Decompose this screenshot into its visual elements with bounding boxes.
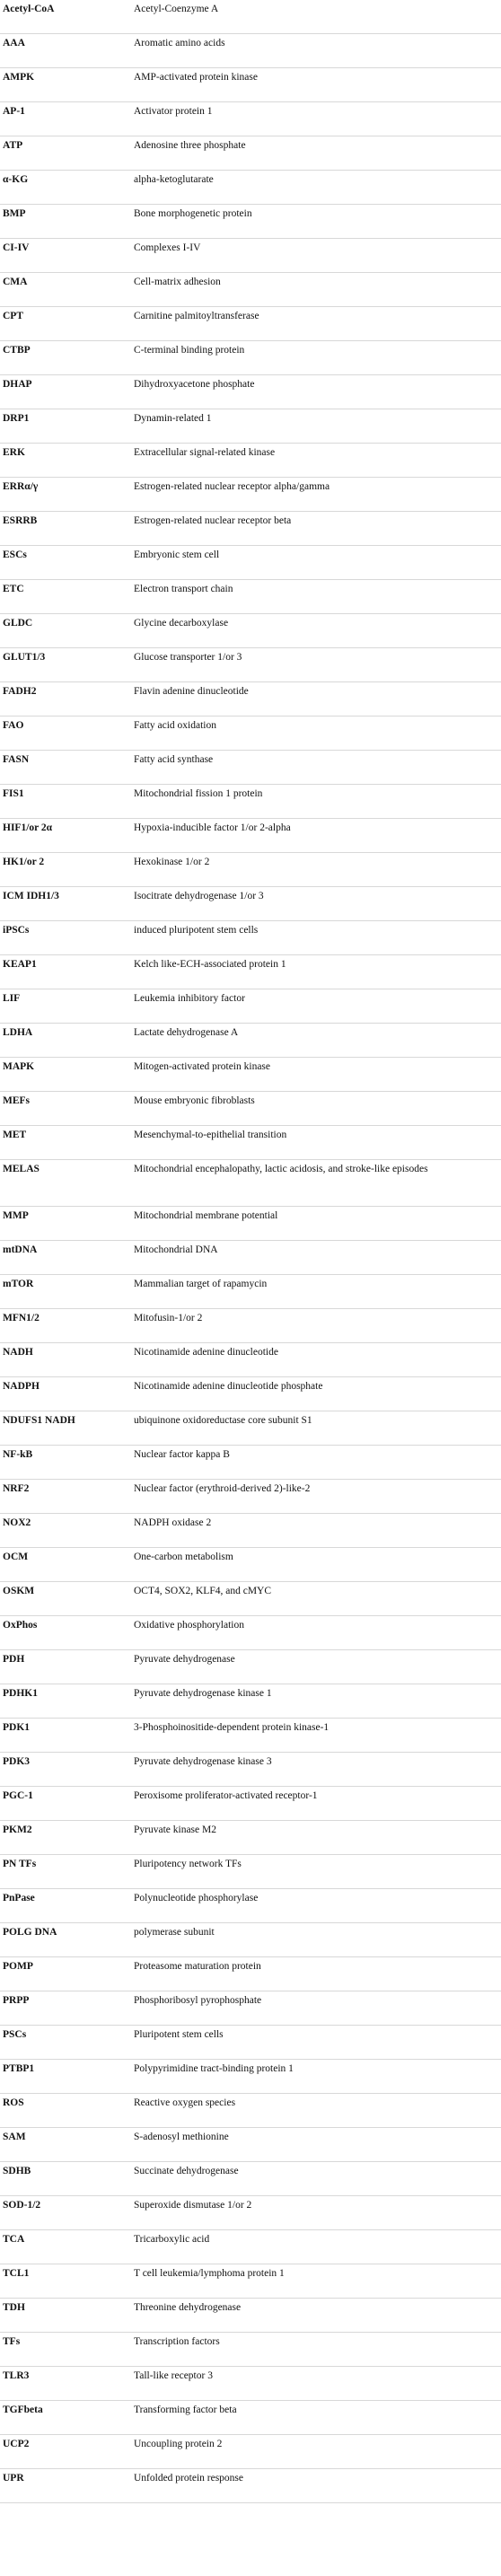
abbreviation-definition: Glycine decarboxylase <box>134 618 229 629</box>
abbreviation-definition: NADPH oxidase 2 <box>134 1517 212 1528</box>
abbreviation-definition: OCT4, SOX2, KLF4, and cMYC <box>134 1586 272 1596</box>
abbreviation-term: MEFs <box>3 1095 31 1106</box>
table-row <box>0 785 501 819</box>
table-row <box>0 171 501 205</box>
abbreviation-term: POLG DNA <box>3 1927 57 1938</box>
abbreviation-definition: polymerase subunit <box>134 1927 215 1938</box>
table-row <box>0 2401 501 2435</box>
abbreviation-term: NF-kB <box>3 1449 33 1460</box>
abbreviation-term: LDHA <box>3 1027 33 1038</box>
table-row <box>0 1343 501 1377</box>
abbreviation-definition: Proteasome maturation protein <box>134 1961 261 1972</box>
abbreviation-term: MMP <box>3 1210 29 1221</box>
abbreviation-definition: Isocitrate dehydrogenase 1/or 3 <box>134 891 264 901</box>
abbreviation-term: MET <box>3 1130 27 1140</box>
abbreviation-definition: Acetyl-Coenzyme A <box>134 4 219 14</box>
table-row <box>0 2469 501 2503</box>
abbreviation-definition: Glucose transporter 1/or 3 <box>134 652 242 663</box>
abbreviation-term: DHAP <box>3 379 32 390</box>
abbreviation-definition: Dihydroxyacetone phosphate <box>134 379 255 390</box>
table-row <box>0 2094 501 2128</box>
abbreviation-term: ETC <box>3 584 24 594</box>
abbreviation-definition: Pyruvate dehydrogenase kinase 3 <box>134 1756 272 1767</box>
table-row <box>0 1058 501 1092</box>
abbreviation-definition: Activator protein 1 <box>134 106 213 117</box>
table-row <box>0 1582 501 1616</box>
table-row <box>0 2162 501 2196</box>
abbreviation-definition: alpha-ketoglutarate <box>134 174 214 185</box>
abbreviation-definition: Electron transport chain <box>134 584 233 594</box>
abbreviation-definition: Estrogen-related nuclear receptor beta <box>134 515 292 526</box>
table-row <box>0 1548 501 1582</box>
abbreviation-definition: Pluripotency network TFs <box>134 1859 242 1869</box>
table-row <box>0 2128 501 2162</box>
table-row <box>0 68 501 102</box>
abbreviation-definition: Estrogen-related nuclear receptor alpha/gamma <box>134 481 330 492</box>
table-row <box>0 2060 501 2094</box>
table-row <box>0 1309 501 1343</box>
abbreviation-definition: Polypyrimidine tract-binding protein 1 <box>134 2063 294 2074</box>
abbreviation-term: FIS1 <box>3 788 24 799</box>
abbreviation-definition: Pyruvate kinase M2 <box>134 1824 216 1835</box>
table-row <box>0 1855 501 1889</box>
table-row <box>0 1241 501 1275</box>
abbreviation-definition: Pyruvate dehydrogenase kinase 1 <box>134 1688 272 1699</box>
abbreviation-definition: Phosphoribosyl pyrophosphate <box>134 1995 262 2006</box>
abbreviation-term: FAO <box>3 720 24 731</box>
abbreviation-definition: Mitochondrial fission 1 protein <box>134 788 263 799</box>
abbreviation-term: ESRRB <box>3 515 38 526</box>
abbreviation-term: TGFbeta <box>3 2405 43 2415</box>
table-row <box>0 580 501 614</box>
table-row <box>0 717 501 751</box>
abbreviation-definition: Uncoupling protein 2 <box>134 2439 223 2449</box>
abbreviation-term: NOX2 <box>3 1517 31 1528</box>
abbreviation-term: NADH <box>3 1347 33 1358</box>
abbreviation-term: OSKM <box>3 1586 35 1596</box>
abbreviation-term: mtDNA <box>3 1244 38 1255</box>
table-row <box>0 34 501 68</box>
table-row <box>0 1446 501 1480</box>
abbreviation-definition: 3-Phosphoinositide-dependent protein kinase-1 <box>134 1722 330 1733</box>
abbreviation-term: TLR3 <box>3 2370 30 2381</box>
abbreviation-definition: Cell-matrix adhesion <box>134 277 221 287</box>
abbreviation-term: NADPH <box>3 1381 40 1392</box>
table-row <box>0 2299 501 2333</box>
table-row <box>0 682 501 717</box>
abbreviation-definition: Aromatic amino acids <box>134 38 225 48</box>
abbreviation-definition: induced pluripotent stem cells <box>134 925 259 936</box>
table-row <box>0 341 501 375</box>
abbreviation-term: HK1/or 2 <box>3 857 45 867</box>
abbreviation-term: MFN1/2 <box>3 1313 40 1323</box>
table-row <box>0 1207 501 1241</box>
abbreviation-definition: Nuclear factor kappa B <box>134 1449 230 1460</box>
abbreviation-term: CPT <box>3 311 23 321</box>
abbreviation-definition: Pluripotent stem cells <box>134 2029 224 2040</box>
abbreviation-definition: T cell leukemia/lymphoma protein 1 <box>134 2268 285 2279</box>
abbreviation-definition: Leukemia inhibitory factor <box>134 993 245 1004</box>
table-row <box>0 921 501 955</box>
abbreviation-term: TDH <box>3 2302 25 2313</box>
table-row <box>0 546 501 580</box>
table-row <box>0 239 501 273</box>
abbreviation-definition: Adenosine three phosphate <box>134 140 246 151</box>
abbreviation-definition: Mammalian target of rapamycin <box>134 1279 268 1289</box>
table-row <box>0 2026 501 2060</box>
table-row <box>0 1787 501 1821</box>
abbreviation-definition: Mitochondrial DNA <box>134 1244 218 1255</box>
table-row <box>0 1092 501 1126</box>
table-row <box>0 648 501 682</box>
abbreviation-definition: S-adenosyl methionine <box>134 2132 229 2142</box>
table-row <box>0 1480 501 1514</box>
abbreviation-definition: Hexokinase 1/or 2 <box>134 857 210 867</box>
abbreviation-term: AP-1 <box>3 106 25 117</box>
abbreviation-term: BMP <box>3 208 26 219</box>
abbreviation-definition: Extracellular signal-related kinase <box>134 447 276 458</box>
abbreviation-definition: Fatty acid oxidation <box>134 720 216 731</box>
abbreviation-definition: Transcription factors <box>134 2336 220 2347</box>
abbreviation-term: PnPase <box>3 1893 35 1903</box>
table-row <box>0 751 501 785</box>
abbreviation-term: NRF2 <box>3 1483 30 1494</box>
abbreviation-definition: Unfolded protein response <box>134 2473 243 2484</box>
abbreviation-definition: Mitofusin-1/or 2 <box>134 1313 203 1323</box>
abbreviation-definition: Nuclear factor (erythroid-derived 2)-like-2 <box>134 1483 311 1494</box>
table-row <box>0 1991 501 2026</box>
abbreviation-term: PDK3 <box>3 1756 31 1767</box>
abbreviation-term: ATP <box>3 140 23 151</box>
table-row <box>0 1957 501 1991</box>
abbreviation-term: NDUFS1 NADH <box>3 1415 75 1426</box>
abbreviation-term: ICM IDH1/3 <box>3 891 59 901</box>
abbreviation-definition: Tricarboxylic acid <box>134 2234 210 2245</box>
abbreviation-definition: Fatty acid synthase <box>134 754 214 765</box>
abbreviation-term: PSCs <box>3 2029 27 2040</box>
table-row <box>0 0 501 34</box>
abbreviation-definition: Flavin adenine dinucleotide <box>134 686 249 697</box>
table-row <box>0 375 501 409</box>
abbreviation-term: Acetyl-CoA <box>3 4 55 14</box>
abbreviation-term: FADH2 <box>3 686 37 697</box>
abbreviation-term: iPSCs <box>3 925 30 936</box>
abbreviation-definition: Peroxisome proliferator-activated receptor-1 <box>134 1790 318 1801</box>
abbreviation-definition: Embryonic stem cell <box>134 549 220 560</box>
abbreviation-term: ESCs <box>3 549 27 560</box>
table-row <box>0 444 501 478</box>
abbreviation-definition: Oxidative phosphorylation <box>134 1620 244 1631</box>
abbreviation-definition: Bone morphogenetic protein <box>134 208 252 219</box>
abbreviation-term: FASN <box>3 754 30 765</box>
abbreviation-term: MAPK <box>3 1061 35 1072</box>
abbreviation-term: DRP1 <box>3 413 30 424</box>
abbreviation-definition: Mouse embryonic fibroblasts <box>134 1095 255 1106</box>
abbreviation-term: SDHB <box>3 2166 31 2176</box>
abbreviation-definition: Threonine dehydrogenase <box>134 2302 242 2313</box>
abbreviation-definition: Hypoxia-inducible factor 1/or 2-alpha <box>134 822 291 833</box>
table-row <box>0 1160 501 1207</box>
abbreviation-definition: Nicotinamide adenine dinucleotide <box>134 1347 278 1358</box>
abbreviation-term: HIF1/or 2α <box>3 822 53 833</box>
abbreviation-term: POMP <box>3 1961 33 1972</box>
abbreviation-term: TCL1 <box>3 2268 30 2279</box>
table-row <box>0 2196 501 2230</box>
abbreviation-definition: Transforming factor beta <box>134 2405 237 2415</box>
table-row <box>0 819 501 853</box>
table-row <box>0 2367 501 2401</box>
table-row <box>0 1753 501 1787</box>
table-row <box>0 2333 501 2367</box>
table-row <box>0 1719 501 1753</box>
abbreviation-definition: Succinate dehydrogenase <box>134 2166 239 2176</box>
table-row <box>0 102 501 136</box>
table-row <box>0 887 501 921</box>
abbreviation-term: AMPK <box>3 72 35 83</box>
table-row <box>0 1923 501 1957</box>
abbreviation-term: PTBP1 <box>3 2063 35 2074</box>
abbreviation-term: PDH <box>3 1654 25 1665</box>
abbreviation-term: PN TFs <box>3 1859 37 1869</box>
abbreviation-definition: Mitochondrial membrane potential <box>134 1210 278 1221</box>
abbreviation-definition: Reactive oxygen species <box>134 2097 236 2108</box>
abbreviation-definition: Mitogen-activated protein kinase <box>134 1061 271 1072</box>
table-row <box>0 1616 501 1650</box>
abbreviation-definition: Lactate dehydrogenase A <box>134 1027 239 1038</box>
abbreviation-term: PDK1 <box>3 1722 31 1733</box>
abbreviation-term: UCP2 <box>3 2439 30 2449</box>
abbreviation-term: PGC-1 <box>3 1790 33 1801</box>
abbreviation-term: TCA <box>3 2234 25 2245</box>
abbreviation-definition: Pyruvate dehydrogenase <box>134 1654 235 1665</box>
abbreviation-term: SOD-1/2 <box>3 2200 41 2211</box>
abbreviation-term: KEAP1 <box>3 959 37 970</box>
abbreviation-term: TFs <box>3 2336 21 2347</box>
abbreviation-definition: Nicotinamide adenine dinucleotide phosphate <box>134 1381 323 1392</box>
abbreviation-term: PKM2 <box>3 1824 32 1835</box>
abbreviation-definition: ubiquinone oxidoreductase core subunit S1 <box>134 1415 312 1426</box>
abbreviation-definition: C-terminal binding protein <box>134 345 245 356</box>
table-row <box>0 1024 501 1058</box>
table-row <box>0 273 501 307</box>
abbreviation-definition: Mitochondrial encephalopathy, lactic acidosis, and stroke-like episodes <box>134 1164 428 1174</box>
table-row <box>0 853 501 887</box>
table-row <box>0 136 501 171</box>
table-row <box>0 614 501 648</box>
abbreviation-term: CI-IV <box>3 242 30 253</box>
abbreviation-definition: Kelch like-ECH-associated protein 1 <box>134 959 286 970</box>
table-row <box>0 1275 501 1309</box>
table-row <box>0 1650 501 1684</box>
table-row <box>0 989 501 1024</box>
table-row <box>0 409 501 444</box>
table-row <box>0 512 501 546</box>
table-row <box>0 205 501 239</box>
abbreviation-term: OxPhos <box>3 1620 38 1631</box>
abbreviation-term: PRPP <box>3 1995 30 2006</box>
abbreviation-definition: Superoxide dismutase 1/or 2 <box>134 2200 252 2211</box>
abbreviation-term: MELAS <box>3 1164 40 1174</box>
table-row <box>0 2264 501 2299</box>
abbreviation-term: GLUT1/3 <box>3 652 46 663</box>
table-row <box>0 2435 501 2469</box>
table-row <box>0 2230 501 2264</box>
table-row <box>0 1684 501 1719</box>
abbreviation-term: OCM <box>3 1552 29 1562</box>
table-row <box>0 1126 501 1160</box>
table-row <box>0 1514 501 1548</box>
abbreviation-definition: Dynamin-related 1 <box>134 413 212 424</box>
table-row <box>0 478 501 512</box>
abbreviation-definition: Mesenchymal-to-epithelial transition <box>134 1130 287 1140</box>
table-row <box>0 1411 501 1446</box>
abbreviation-term: SAM <box>3 2132 26 2142</box>
abbreviation-definition: Complexes I-IV <box>134 242 201 253</box>
table-row <box>0 1377 501 1411</box>
abbreviation-definition: Carnitine palmitoyltransferase <box>134 311 259 321</box>
abbreviation-definition: AMP-activated protein kinase <box>134 72 258 83</box>
abbreviation-term: GLDC <box>3 618 33 629</box>
abbreviation-term: CMA <box>3 277 28 287</box>
abbreviation-term: ERRα/γ <box>3 481 39 492</box>
abbreviation-term: PDHK1 <box>3 1688 38 1699</box>
abbreviation-term: CTBP <box>3 345 31 356</box>
abbreviation-definition: Tall-like receptor 3 <box>134 2370 213 2381</box>
table-row <box>0 955 501 989</box>
abbreviation-term: ROS <box>3 2097 24 2108</box>
abbreviation-term: UPR <box>3 2473 24 2484</box>
table-row <box>0 1889 501 1923</box>
table-row <box>0 1821 501 1855</box>
abbreviation-term: AAA <box>3 38 25 48</box>
abbreviation-definition: Polynucleotide phosphorylase <box>134 1893 259 1903</box>
abbreviation-definition: One-carbon metabolism <box>134 1552 233 1562</box>
abbreviation-term: mTOR <box>3 1279 34 1289</box>
abbreviation-term: α-KG <box>3 174 29 185</box>
abbreviation-term: LIF <box>3 993 21 1004</box>
table-row <box>0 307 501 341</box>
abbreviation-term: ERK <box>3 447 25 458</box>
